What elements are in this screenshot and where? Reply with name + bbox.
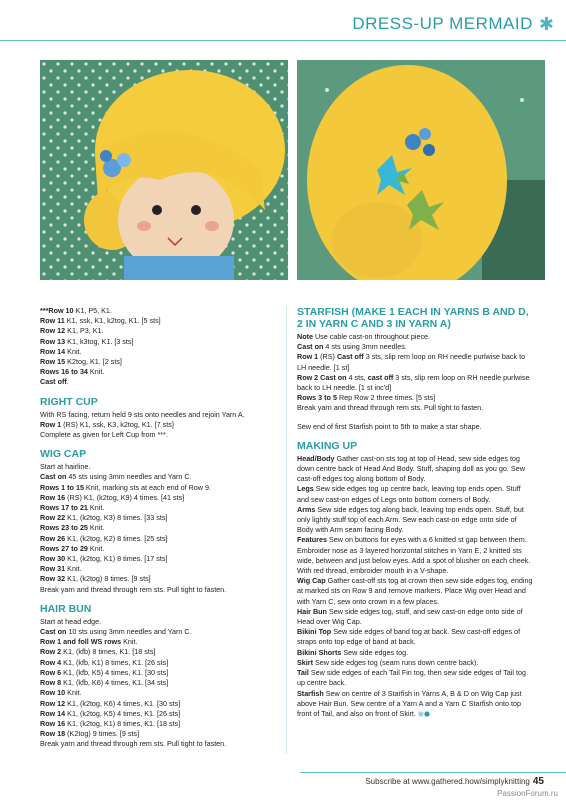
row-label: Row 1 (297, 352, 319, 362)
pattern-row (297, 607, 533, 627)
yarn-ball-icon (418, 711, 430, 717)
row-label: Row 22 (40, 513, 66, 523)
pattern-row (40, 699, 278, 709)
row-text: Gather cast-off sts tog at crown then sew side edges tog, ending at marked sts on Row 9 and remove markers. Place Wig over Head and with Yarn C, sew onto crown in a few places. (297, 576, 533, 606)
row-text: 4 sts using 3mm needles. (323, 342, 407, 352)
row-label: Cast on (40, 627, 67, 637)
pattern-row (297, 576, 533, 607)
pattern-row (297, 535, 533, 576)
row-label: Rows 27 to 29 (40, 543, 88, 553)
pattern-row (297, 648, 533, 658)
row-label: Row 13 (40, 336, 66, 346)
row-label: Row 10 (40, 688, 66, 698)
row-label: Wig Cap (297, 576, 326, 586)
row-label: Row 4 (40, 657, 62, 667)
row-text: . (66, 377, 69, 387)
row-text: K1, P5, K1. (73, 306, 112, 315)
row-text: K1, (k2tog, K1) 8 times, K1. [18 sts] (65, 718, 181, 728)
row-text: K1, (k2tog, K2) 8 times. [25 sts] (65, 533, 168, 543)
pattern-row (40, 627, 278, 637)
row-label: Rows 1 to 15 (40, 482, 84, 492)
row-text: K1, (k2tog, K6) 4 times, K1. [30 sts] (65, 698, 181, 708)
row-text: K1, (k2tog, K3) 8 times. [33 sts] (65, 513, 168, 523)
column-divider (286, 306, 287, 754)
row-label: Rows 3 to 5 (297, 393, 337, 403)
pattern-row (40, 564, 278, 574)
pattern-row (297, 403, 533, 413)
row-text: Sew on centre of 3 Starfish in Yarns A, B & D on Wig Cap just above Hair Bun. Sew centre of a Yarn A and a Yarn C Starfish onto top front of Tail, and also on front of Skirt. (297, 688, 522, 718)
pattern-row (40, 585, 278, 595)
row-label: Row 11 (40, 316, 65, 326)
row-label: Arms (297, 504, 316, 514)
row-text: 45 sts using 3mm needles and Yarn C. (66, 472, 192, 482)
right-cup-rows (40, 410, 278, 441)
wig-cap-rows (40, 462, 278, 595)
pattern-row (40, 534, 278, 544)
pattern-row (40, 367, 278, 377)
row-text: With RS facing, return held 9 sts onto needles and rejoin Yarn A. (40, 409, 245, 419)
left-cup-rows (40, 306, 278, 388)
pattern-row (40, 493, 278, 503)
row-label: Row 14 (40, 346, 66, 356)
pattern-row (40, 483, 278, 493)
row-label: Bikini Top (297, 627, 332, 637)
asterisk-icon: ✱ (538, 14, 554, 34)
row-text: Knit. (65, 346, 82, 356)
pattern-row (40, 544, 278, 554)
pattern-row (40, 719, 278, 729)
row-text: K1, (k2tog, K1) 8 times. [17 sts] (65, 554, 168, 564)
row-text: 4 sts, (346, 372, 368, 382)
pattern-row (297, 627, 533, 647)
pattern-row (40, 347, 278, 357)
pattern-row (40, 316, 278, 326)
row-text: Knit. (121, 637, 138, 647)
row-label: Row 12 (40, 326, 66, 336)
row-text: K1, (kfb, K6) 4 times, K1. [34 sts] (61, 678, 169, 688)
row-label: Rows 16 to 34 (40, 367, 88, 377)
row-text: (RS) K1, (k2tog, K9) 4 times. [41 sts] (65, 492, 185, 502)
doll-face-photo (40, 60, 288, 280)
pattern-row (297, 505, 533, 536)
row-label: Row 15 (40, 357, 66, 367)
pattern-row (297, 658, 533, 668)
making-up-heading: MAKING UP (297, 439, 358, 452)
pattern-row (40, 658, 278, 668)
pattern-row (40, 513, 278, 523)
pattern-row (40, 523, 278, 533)
row-label: Cast on (40, 472, 67, 482)
pattern-row (40, 709, 278, 719)
row-text: Break yarn and thread through rem sts. Pull tight to fasten. (297, 403, 484, 413)
row-label: Rows 23 to 25 (40, 523, 88, 533)
pattern-row (40, 574, 278, 584)
row-text: (K2tog) 9 times. [9 sts] (65, 729, 140, 739)
row-text: 3 sts, slip rem loop on RH needle purlwise back to LH needle. [1 st] (297, 352, 526, 372)
row-text: Sew side edges of each Tail Fin tog, then sew side edges of Tail tog up centre back. (297, 668, 526, 688)
row-text: Break yarn and thread through rem sts. Pull tight to fasten. (40, 584, 227, 594)
row-text: K1, P3, K1. (65, 326, 104, 336)
making-up-rows (297, 454, 533, 719)
watermark: PassionForum.ru (497, 789, 558, 798)
row-text: Knit. (87, 367, 105, 377)
doll-hair-photo (297, 60, 545, 280)
pattern-row (297, 342, 533, 352)
row-text: Knit. (87, 503, 105, 513)
row-text: Sew on buttons for eyes with a 6 knitted st gap between them. Embroider nose as 3 layered horizontal stitches in Yarn E, 2 knitted sts wide, between and just below eyes. Add a spot of blusher on each cheek. With red thread, embroider mouth in a V-shape. (297, 535, 531, 576)
row-label: Features (297, 535, 327, 545)
pattern-row (40, 678, 278, 688)
row-text: K1, (kfb) 8 times, K1. [18 sts] (61, 647, 156, 657)
row-text: K1, k3tog, K1. [3 sts] (65, 336, 134, 346)
row-label: Row 2 Cast on (297, 372, 347, 382)
row-text: Use cable cast-on throughout piece. (312, 332, 431, 341)
row-label: Row 16 (40, 718, 66, 728)
row-label: Head/Body (297, 453, 335, 463)
row-label: Tail (297, 668, 309, 678)
row-text: K2tog, K1. [2 sts] (65, 357, 122, 367)
pattern-row (40, 357, 278, 367)
row-text: K1, ssk, K1, k2tog, K1. [5 sts] (64, 316, 161, 326)
row-label: Row 31 (40, 564, 66, 574)
row-text: (RS) K1, ssk, K3, k2tog, K1. [7 sts] (61, 419, 174, 429)
row-text: Sew side edges tog. (341, 647, 409, 657)
row-label: Row 30 (40, 554, 66, 564)
row-text: Sew side edges tog, stuff, and sew cast-on edge onto side of Head over Wig Cap. (297, 606, 523, 627)
row-label: ***Row 10 (40, 306, 74, 315)
row-label: Row 8 (40, 678, 62, 688)
row-label: Rows 17 to 21 (40, 503, 88, 513)
subscribe-link[interactable]: Subscribe at www.gathered.how/simplyknitting (365, 777, 530, 786)
row-label: Row 12 (40, 698, 66, 708)
pattern-row (40, 739, 278, 749)
pattern-row (40, 617, 278, 627)
row-text: Knit. (87, 543, 105, 553)
pattern-row (40, 729, 278, 739)
pattern-row (40, 326, 278, 336)
row-label: Row 1 (40, 419, 62, 429)
pattern-row (40, 420, 278, 430)
pattern-row (40, 688, 278, 698)
row-label: Skirt (297, 657, 313, 667)
pattern-row (297, 689, 533, 720)
pattern-row (40, 637, 278, 647)
row-text: Complete as given for Left Cup from ***. (40, 430, 168, 440)
row-label: Row 14 (40, 708, 66, 718)
row-label: Row 26 (40, 533, 66, 543)
series-title: DRESS-UP MERMAID (352, 14, 533, 33)
row-text: (RS) (318, 352, 337, 362)
pattern-row (297, 454, 533, 485)
row-label: Row 1 and foll WS rows (40, 637, 122, 647)
pattern-row (40, 472, 278, 482)
pattern-row (40, 306, 278, 316)
row-text: K1, (kfb, K5) 4 times, K1. [30 sts] (61, 667, 169, 677)
row-label: Row 2 (40, 647, 62, 657)
pattern-row (40, 462, 278, 472)
pattern-row (297, 352, 533, 372)
row-label: cast off (367, 372, 394, 382)
starfish-heading: STARFISH (MAKE 1 EACH IN YARNS B AND D, 2 IN YARN C AND 3 IN YARN A) (297, 306, 529, 330)
row-text: Rep Row 2 three times. [5 sts] (336, 393, 436, 403)
right-cup-heading: RIGHT CUP (40, 395, 98, 408)
page-number: 45 (532, 776, 544, 787)
pattern-row (297, 332, 533, 342)
row-text: Knit, marking sts at each end of Row 9. (83, 482, 211, 492)
pattern-row (297, 393, 533, 403)
row-label: Cast off (336, 352, 364, 362)
page-header (352, 14, 554, 34)
row-text: Knit. (65, 688, 82, 698)
row-label: Cast on (297, 342, 324, 352)
row-label: Row 18 (40, 729, 66, 739)
pattern-row (40, 554, 278, 564)
row-text: K1, (k2tog, K5) 4 times, K1. [26 sts] (65, 708, 181, 718)
row-text: Knit. (65, 564, 82, 574)
row-text: Sew side edges tog along back, leaving top ends open. Stuff, but only lightly stuff top of each Arm. Sew each cast-on edge onto side of Body with Arm seam facing Body. (297, 504, 524, 535)
pattern-row (40, 647, 278, 657)
hair-bun-rows (40, 617, 278, 750)
header-rule (0, 40, 566, 41)
row-text: 10 sts using 3mm needles and Yarn C. (66, 627, 192, 637)
row-text: Knit. (87, 523, 105, 533)
pattern-row (297, 668, 533, 688)
right-column (297, 306, 533, 719)
pattern-row (40, 668, 278, 678)
row-label: Cast off (40, 377, 67, 387)
pattern-row (40, 503, 278, 513)
row-label: Row 16 (40, 492, 66, 502)
footer-rule (300, 772, 566, 773)
starfish-end-note: Sew end of first Starfish point to 5th to make a star shape. (297, 421, 482, 431)
row-text: Sew side edges tog up centre back, leaving top ends open. Stuff and sew cast-on edges of Legs onto bottom corners of Body. (297, 484, 521, 504)
row-text: K1, (kfb, K1) 8 times, K1. [26 sts] (61, 657, 169, 667)
wig-cap-heading: WIG CAP (40, 448, 87, 461)
pattern-row (40, 377, 278, 387)
row-label: Row 6 (40, 667, 62, 677)
starfish-rows (297, 332, 533, 414)
left-column (40, 306, 278, 750)
hair-bun-heading: HAIR BUN (40, 602, 92, 615)
row-label: Bikini Shorts (297, 647, 342, 657)
page-footer (365, 776, 544, 787)
pattern-row (40, 410, 278, 420)
row-label: Starfish (297, 688, 324, 698)
row-label: Note (297, 332, 313, 341)
row-label: Hair Bun (297, 606, 327, 616)
row-text: Start at head edge. (40, 616, 102, 626)
row-text: Gather cast-on sts tog at top of Head, sew side edges tog down centre back of Head And Body. Stuff, shaping doll as you go. Sew cast-off edges tog along bottom of Body. (297, 453, 525, 484)
row-text: Break yarn and thread through rem sts. Pull tight to fasten. (40, 739, 227, 749)
pattern-row (297, 373, 533, 393)
pattern-row (40, 337, 278, 347)
row-text: 3 sts, slip rem loop on RH needle purlwise back to LH needle. [1 st inc'd] (297, 372, 530, 393)
pattern-row (297, 484, 533, 504)
row-text: Sew side edges tog (seam runs down centre back). (312, 657, 479, 667)
row-label: Legs (297, 484, 314, 494)
row-text: Sew side edges of band tog at back. Sew cast-off edges of straps onto top edge of band at back. (297, 627, 521, 647)
row-text: K1, (k2tog) 8 times. [9 sts] (65, 574, 151, 584)
row-text: Start at hairline. (40, 462, 91, 472)
pattern-row (40, 430, 278, 440)
row-label: Row 32 (40, 574, 66, 584)
